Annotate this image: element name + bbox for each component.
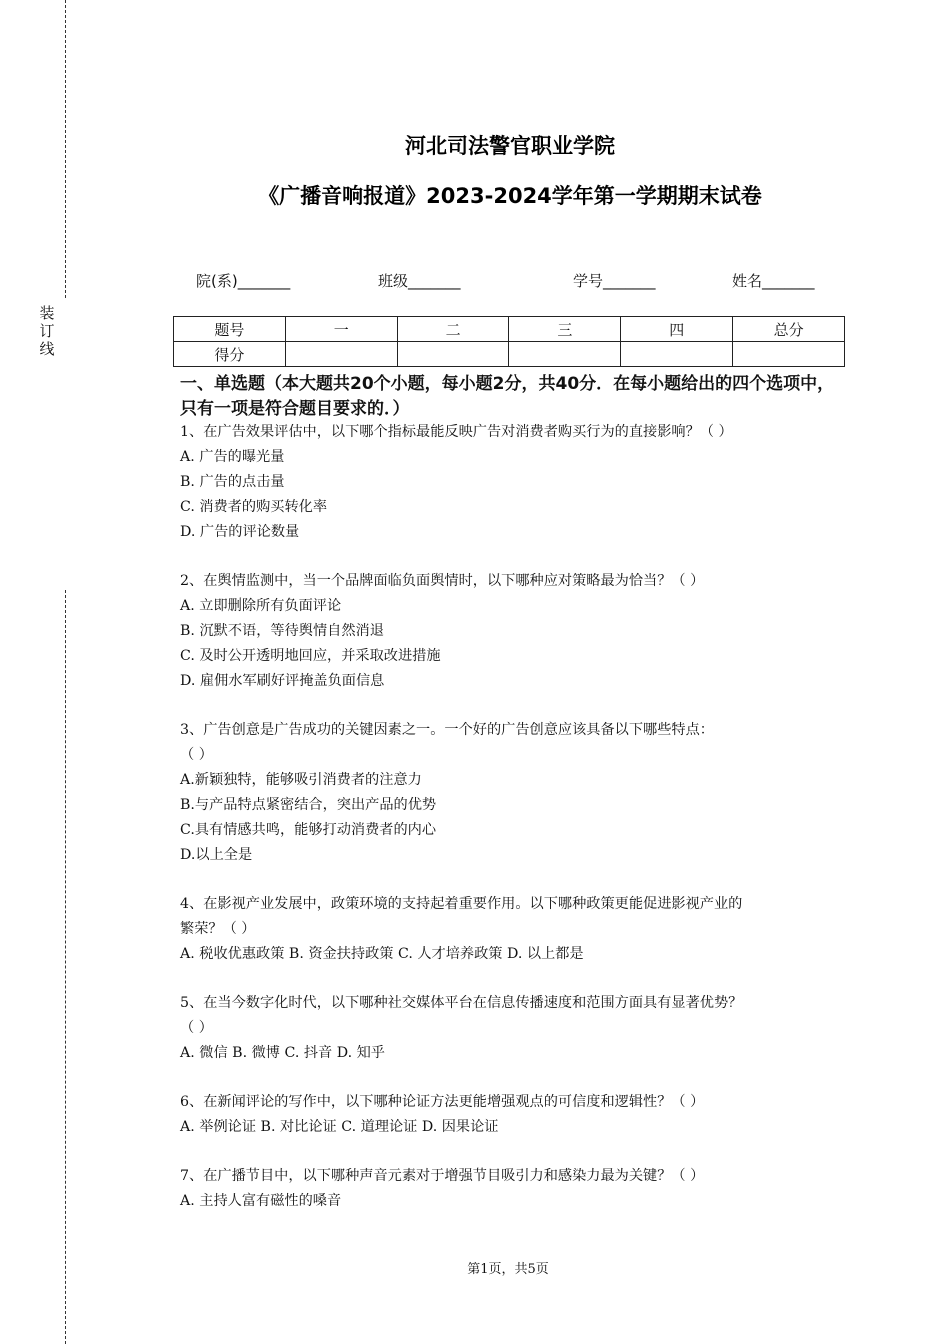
question-option: D.以上全是 — [180, 847, 253, 863]
student-id-field[interactable]: 学号_______ — [573, 272, 656, 290]
question-stem: 4、在影视产业发展中，政策环境的支持起着重要作用。以下哪种政策更能促进影视产业的 — [180, 896, 743, 912]
question-stem: 5、在当今数字化时代，以下哪种社交媒体平台在信息传播速度和范围方面具有显著优势？ — [180, 995, 743, 1011]
table-cell: 题号 — [174, 317, 286, 342]
student-info-row — [0, 270, 950, 292]
question-7 — [180, 1164, 845, 1214]
question-option: A. 立即删除所有负面评论 — [180, 598, 342, 614]
score-table-header-row — [174, 317, 845, 342]
table-cell: 四 — [621, 317, 733, 342]
question-stem-cont: 繁荣？（ ） — [180, 921, 256, 937]
question-option: C.具有情感共鸣，能够打动消费者的内心 — [180, 822, 437, 838]
question-4 — [180, 892, 845, 967]
school-title: 河北司法警官职业学院 — [405, 134, 615, 158]
question-stem: 6、在新闻评论的写作中，以下哪种论证方法更能增强观点的可信度和逻辑性？（ ） — [180, 1094, 705, 1110]
question-stem: 2、在舆情监测中，当一个品牌面临负面舆情时，以下哪种应对策略最为恰当？（ ） — [180, 573, 705, 589]
table-cell: 二 — [397, 317, 509, 342]
question-6 — [180, 1090, 845, 1140]
score-table — [173, 316, 845, 367]
table-cell: 总分 — [733, 317, 845, 342]
score-input-cell[interactable] — [397, 342, 509, 367]
score-input-cell[interactable] — [285, 342, 397, 367]
question-stem: 1、在广告效果评估中，以下哪个指标最能反映广告对消费者购买行为的直接影响？（ ） — [180, 424, 733, 440]
question-option: C. 及时公开透明地回应，并采取改进措施 — [180, 648, 441, 664]
binding-line-bottom — [65, 590, 66, 1344]
question-option: D. 雇佣水军刷好评掩盖负面信息 — [180, 673, 385, 689]
question-option: A. 广告的曝光量 — [180, 449, 285, 465]
question-option: A. 微信 B. 微博 C. 抖音 D. 知乎 — [180, 1045, 385, 1061]
class-field[interactable]: 班级_______ — [378, 272, 461, 290]
page-footer: 第1页，共5页 — [467, 1262, 549, 1277]
question-1 — [180, 420, 845, 545]
table-cell: 一 — [285, 317, 397, 342]
question-option: B. 广告的点击量 — [180, 474, 285, 490]
question-option: B.与产品特点紧密结合，突出产品的优势 — [180, 797, 437, 813]
table-cell: 得分 — [174, 342, 286, 367]
question-2 — [180, 569, 845, 694]
exam-title: 《广播音响报道》2023-2024学年第一学期期末试卷 — [258, 184, 762, 208]
score-table-score-row — [174, 342, 845, 367]
binding-label — [38, 304, 56, 358]
binding-char: 订 — [39, 322, 55, 340]
question-option: C. 消费者的购买转化率 — [180, 499, 328, 515]
binding-char: 线 — [39, 340, 55, 358]
score-input-cell[interactable] — [733, 342, 845, 367]
question-stem: 3、广告创意是广告成功的关键因素之一。一个好的广告创意应该具备以下哪些特点： — [180, 722, 714, 738]
question-stem-cont: （ ） — [180, 747, 213, 763]
question-stem-cont: （ ） — [180, 1020, 213, 1036]
question-option: A. 税收优惠政策 B. 资金扶持政策 C. 人才培养政策 D. 以上都是 — [180, 946, 584, 962]
score-input-cell[interactable] — [509, 342, 621, 367]
question-5 — [180, 991, 845, 1066]
question-option: A. 主持人富有磁性的嗓音 — [180, 1193, 342, 1209]
question-option: A. 举例论证 B. 对比论证 C. 道理论证 D. 因果论证 — [180, 1119, 499, 1135]
question-option: D. 广告的评论数量 — [180, 524, 300, 540]
question-stem: 7、在广播节目中，以下哪种声音元素对于增强节目吸引力和感染力最为关键？（ ） — [180, 1168, 705, 1184]
score-input-cell[interactable] — [621, 342, 733, 367]
table-cell: 三 — [509, 317, 621, 342]
section-title: 一、单选题（本大题共20个小题，每小题2分，共40分．在每小题给出的四个选项中，只有一项是符合题目要求的．） — [180, 374, 835, 419]
binding-char: 装 — [39, 304, 55, 322]
dept-field[interactable]: 院(系)_______ — [196, 272, 291, 290]
question-3 — [180, 718, 845, 868]
question-list — [180, 420, 845, 1214]
name-field[interactable]: 姓名_______ — [732, 272, 815, 290]
question-option: B. 沉默不语，等待舆情自然消退 — [180, 623, 384, 639]
question-option: A.新颖独特，能够吸引消费者的注意力 — [180, 772, 422, 788]
